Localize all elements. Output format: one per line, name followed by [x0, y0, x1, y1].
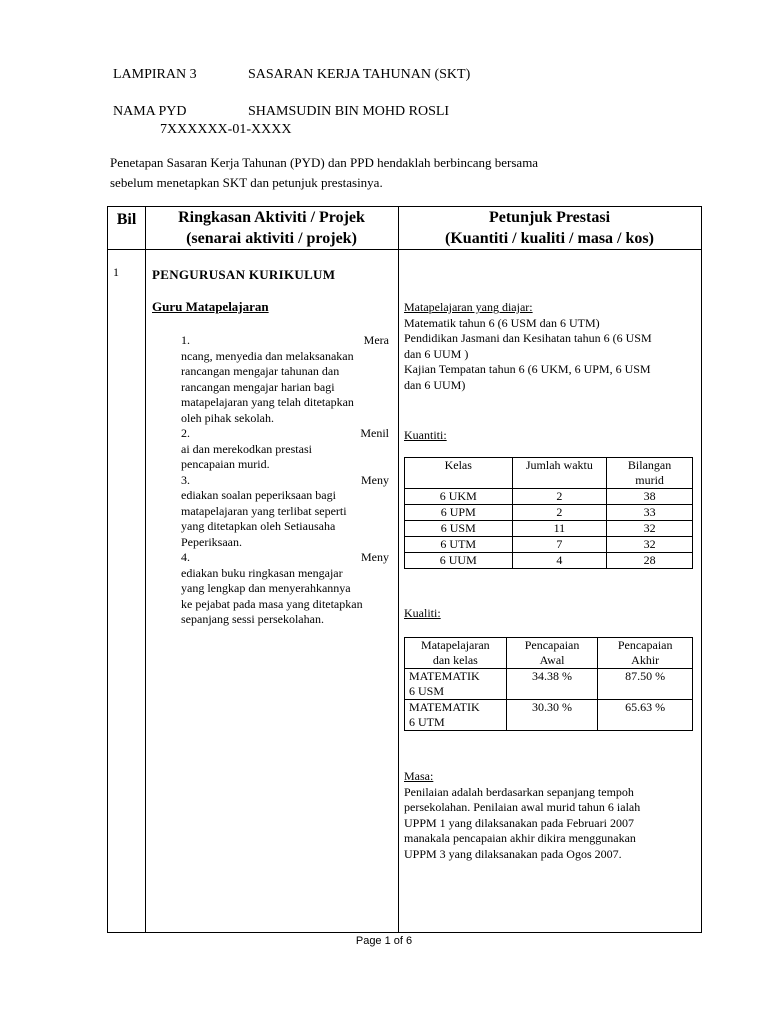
kuantiti-cell-waktu: 7: [512, 537, 607, 553]
kualiti-header-akhir-line2: Akhir: [631, 653, 660, 667]
section-title: PENGURUSAN KURIKULUM: [152, 267, 336, 282]
activity-line: ediakan soalan peperiksaan bagi: [181, 488, 336, 502]
lampiran-label: LAMPIRAN 3: [113, 67, 197, 82]
table-row: [405, 537, 693, 553]
activity-line: oleh pihak sekolah.: [181, 410, 274, 425]
activity-line: Peperiksaan.: [181, 534, 242, 549]
kualiti-header-mp-line2: dan kelas: [432, 653, 478, 667]
kualiti-table: [404, 637, 693, 731]
kualiti-header-akhir-line1: Pencapaian: [617, 638, 673, 652]
skt-table: [107, 206, 702, 933]
kualiti-cell-mp-line2: 6 UTM: [409, 715, 445, 729]
page-footer: Page 1 of 6: [355, 935, 413, 947]
kuantiti-table: [404, 457, 693, 569]
nama-label: NAMA PYD: [113, 104, 187, 119]
matapelajaran-heading: Matapelajaran yang diajar:: [404, 300, 533, 314]
activity-list: [181, 333, 389, 628]
matapelajaran-line: dan 6 UUM): [404, 377, 466, 392]
col-header-petunjuk: [398, 207, 701, 249]
matapelajaran-line: Matematik tahun 6 (6 USM dan 6 UTM): [404, 315, 600, 330]
masa-line: manakala pencapaian akhir dikira menggunakan: [404, 831, 636, 845]
activity-word: Menil: [360, 426, 389, 440]
activity-line: ncang, menyedia dan melaksanakan: [181, 348, 354, 363]
activity-line: matapelajaran yang terlibat seperti: [181, 503, 347, 518]
activity-word: Meny: [361, 550, 389, 564]
col-header-petunjuk-line1: Petunjuk Prestasi: [488, 209, 611, 226]
kualiti-header-mp-line1: Matapelajaran: [421, 638, 490, 652]
intro-line: Penetapan Sasaran Kerja Tahunan (PYD) dan PPD hendaklah berbincang bersama: [110, 155, 539, 170]
masa-line: persekolahan. Penilaian awal murid tahun 6 ialah: [404, 800, 641, 814]
masa-line: Penilaian adalah berdasarkan sepanjang tempoh: [404, 784, 634, 799]
kualiti-cell-awal: 30.30 %: [506, 700, 598, 731]
kualiti-header-akhir: [598, 638, 693, 669]
kualiti-header-awal-line1: Pencapaian: [524, 638, 580, 652]
activity-item: [181, 333, 389, 426]
kualiti-cell-mp-line2: 6 USM: [409, 684, 445, 698]
kuantiti-cell-kelas: 6 UTM: [405, 537, 513, 553]
activity-line: ediakan buku ringkasan mengajar: [181, 565, 343, 580]
activity-line: ai dan merekodkan prestasi: [181, 441, 312, 456]
activity-line: ke pejabat pada masa yang ditetapkan: [181, 596, 363, 611]
kuantiti-cell-kelas: 6 USM: [405, 521, 513, 537]
masa-block: [404, 769, 696, 862]
activity-number: 3.: [181, 472, 190, 487]
intro-line: sebelum menetapkan SKT dan petunjuk prestasinya.: [110, 175, 383, 190]
kuantiti-cell-kelas: 6 UKM: [405, 489, 513, 505]
matapelajaran-line: Kajian Tempatan tahun 6 (6 UKM, 6 UPM, 6 USM: [404, 362, 651, 376]
kuantiti-cell-murid: 32: [607, 521, 693, 537]
kuantiti-header-waktu: Jumlah waktu: [512, 458, 607, 489]
ic-number: 7XXXXXX-01-XXXX: [160, 122, 292, 137]
activity-item: [181, 473, 389, 551]
kualiti-cell-matapelajaran: [405, 669, 507, 700]
activity-line: rancangan mengajar harian bagi: [181, 379, 335, 394]
kualiti-cell-mp-line1: MATEMATIK: [409, 700, 480, 714]
table-row: [405, 669, 693, 700]
kuantiti-cell-kelas: 6 UUM: [405, 553, 513, 569]
kuantiti-cell-kelas: 6 UPM: [405, 505, 513, 521]
activity-number: 1.: [181, 333, 190, 347]
kualiti-cell-akhir: 65.63 %: [598, 700, 693, 731]
kuantiti-cell-waktu: 4: [512, 553, 607, 569]
kuantiti-header-murid-line2: murid: [635, 473, 664, 487]
kualiti-cell-awal: 34.38 %: [506, 669, 598, 700]
kuantiti-header-row: [405, 458, 693, 489]
table-row: [405, 553, 693, 569]
activity-line: yang lengkap dan menyerahkannya: [181, 581, 351, 595]
col-header-aktiviti-line2: (senarai aktiviti / projek): [186, 230, 357, 247]
masa-heading: Masa:: [404, 769, 434, 783]
activity-number: 4.: [181, 550, 190, 564]
masa-line: UPPM 1 yang dilaksanakan pada Februari 2007: [404, 815, 634, 830]
lampiran-title: SASARAN KERJA TAHUNAN (SKT): [248, 67, 471, 82]
activity-line: yang ditetapkan oleh Setiausaha: [181, 519, 336, 533]
table-row: [405, 700, 693, 731]
header-divider: [108, 249, 701, 250]
kuantiti-header-kelas: Kelas: [405, 458, 513, 489]
kuantiti-cell-murid: 32: [607, 537, 693, 553]
kuantiti-header-murid-line1: Bilangan: [627, 458, 672, 472]
table-row: [405, 505, 693, 521]
masa-line: UPPM 3 yang dilaksanakan pada Ogos 2007.: [404, 846, 622, 861]
table-row: [405, 521, 693, 537]
row-number: 1: [113, 265, 119, 279]
kualiti-header-awal-line2: Awal: [539, 653, 565, 667]
kualiti-header-row: [405, 638, 693, 669]
subsection-title: Guru Matapelajaran: [152, 299, 269, 314]
activity-line: rancangan mengajar tahunan dan: [181, 364, 340, 378]
kuantiti-cell-murid: 33: [607, 505, 693, 521]
activity-word: Meny: [361, 472, 389, 487]
col-header-aktiviti: [145, 207, 398, 249]
nama-value: SHAMSUDIN BIN MOHD ROSLI: [248, 104, 450, 119]
col-header-aktiviti-line1: Ringkasan Aktiviti / Projek: [178, 209, 365, 226]
activity-word: Mera: [363, 333, 389, 347]
kuantiti-header-murid: [607, 458, 693, 489]
activity-item: [181, 426, 389, 473]
kuantiti-cell-murid: 38: [607, 489, 693, 505]
kualiti-cell-akhir: 87.50 %: [598, 669, 693, 700]
kualiti-header-awal: [506, 638, 598, 669]
kuantiti-cell-murid: 28: [607, 553, 693, 569]
kuantiti-heading: Kuantiti:: [404, 428, 447, 442]
activity-line: pencapaian murid.: [181, 457, 270, 471]
column-divider: [398, 207, 399, 932]
kualiti-cell-matapelajaran: [405, 700, 507, 731]
kuantiti-cell-waktu: 2: [512, 489, 607, 505]
matapelajaran-block: [404, 300, 696, 393]
kuantiti-cell-waktu: 11: [512, 521, 607, 537]
kualiti-cell-mp-line1: MATEMATIK: [409, 669, 480, 683]
intro-paragraph: [110, 153, 630, 193]
activity-line: sepanjang sessi persekolahan.: [181, 612, 324, 626]
activity-number: 2.: [181, 426, 190, 440]
activity-item: [181, 550, 389, 628]
matapelajaran-line: Pendidikan Jasmani dan Kesihatan tahun 6 (6 USM: [404, 331, 652, 345]
kualiti-heading: Kualiti:: [404, 606, 441, 620]
activity-line: matapelajaran yang telah ditetapkan: [181, 395, 354, 409]
kuantiti-cell-waktu: 2: [512, 505, 607, 521]
col-header-petunjuk-line2: (Kuantiti / kualiti / masa / kos): [445, 230, 654, 247]
kualiti-header-matapelajaran: [405, 638, 507, 669]
matapelajaran-line: dan 6 UUM ): [404, 346, 469, 361]
col-header-bil: Bil: [116, 211, 137, 228]
column-divider: [145, 207, 146, 932]
table-row: [405, 489, 693, 505]
